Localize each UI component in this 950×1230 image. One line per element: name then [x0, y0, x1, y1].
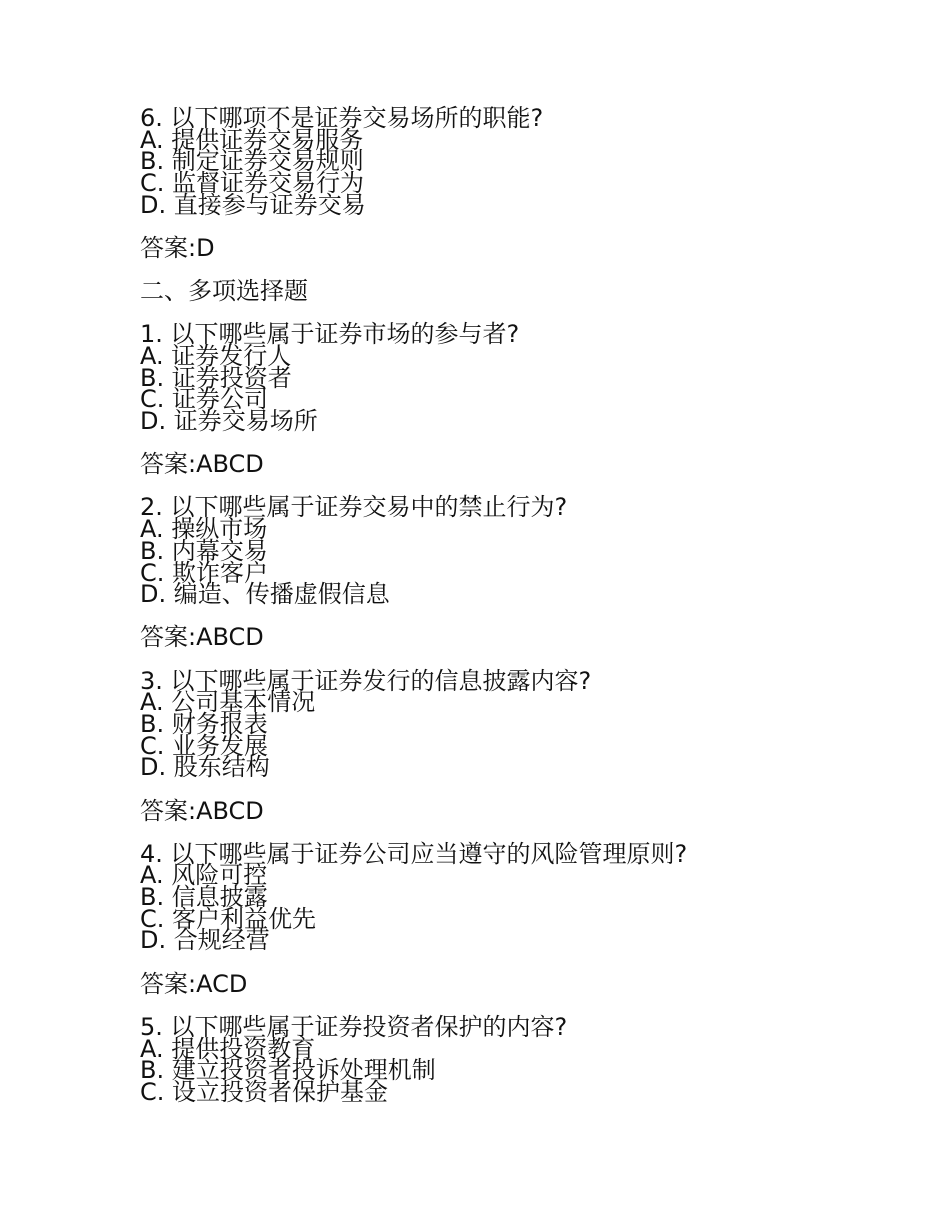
option-a: A. 提供投资教育 — [140, 1034, 316, 1063]
option-d: D. 编造、传播虚假信息 — [140, 580, 390, 609]
document-page — [140, 104, 920, 1106]
answer-text: 答案:ABCD — [140, 450, 264, 479]
question-block — [140, 493, 920, 609]
question-block — [140, 666, 920, 782]
option-c: C. 业务发展 — [140, 731, 269, 760]
question-text: 5. 以下哪些属于证券投资者保护的内容? — [140, 1012, 568, 1041]
question-text: 4. 以下哪些属于证券公司应当遵守的风险管理原则? — [140, 839, 688, 868]
option-c: C. 监督证券交易行为 — [140, 169, 365, 198]
option-a: A. 提供证券交易服务 — [140, 125, 364, 154]
answer-text: 答案:ABCD — [140, 623, 264, 652]
option-d: D. 股东结构 — [140, 753, 270, 782]
option-a: A. 公司基本情况 — [140, 688, 316, 717]
question-block — [140, 320, 920, 436]
section-title: 二、多项选择题 — [140, 277, 308, 306]
option-b: B. 制定证券交易规则 — [140, 147, 364, 176]
option-c: C. 设立投资者保护基金 — [140, 1077, 389, 1106]
question-text: 6. 以下哪项不是证券交易场所的职能? — [140, 104, 544, 132]
option-d: D. 直接参与证券交易 — [140, 190, 366, 219]
option-a: A. 证券发行人 — [140, 342, 292, 370]
spacer — [140, 216, 920, 238]
option-c: C. 证券公司 — [140, 385, 269, 414]
question-text: 1. 以下哪些属于证券市场的参与者? — [140, 320, 520, 349]
answer-text: 答案:D — [140, 233, 215, 262]
option-d: D. 证券交易场所 — [140, 407, 318, 436]
option-b: B. 内幕交易 — [140, 536, 268, 565]
question-block — [140, 839, 920, 955]
option-d: D. 合规经营 — [140, 926, 270, 955]
option-a: A. 操纵市场 — [140, 515, 268, 544]
answer-text: 答案:ACD — [140, 969, 248, 998]
option-c: C. 客户利益优先 — [140, 904, 317, 933]
option-b: B. 信息披露 — [140, 883, 268, 912]
question-block — [140, 104, 920, 219]
question-block — [140, 1012, 920, 1106]
answer-text: 答案:ABCD — [140, 796, 264, 825]
question-text: 2. 以下哪些属于证券交易中的禁止行为? — [140, 493, 568, 522]
option-b: B. 财务报表 — [140, 709, 268, 738]
option-b: B. 建立投资者投诉处理机制 — [140, 1056, 436, 1085]
option-b: B. 证券投资者 — [140, 363, 292, 392]
option-a: A. 风险可控 — [140, 861, 268, 890]
question-text: 3. 以下哪些属于证券发行的信息披露内容? — [140, 666, 592, 695]
option-c: C. 欺诈客户 — [140, 558, 269, 587]
spacer — [140, 952, 920, 974]
